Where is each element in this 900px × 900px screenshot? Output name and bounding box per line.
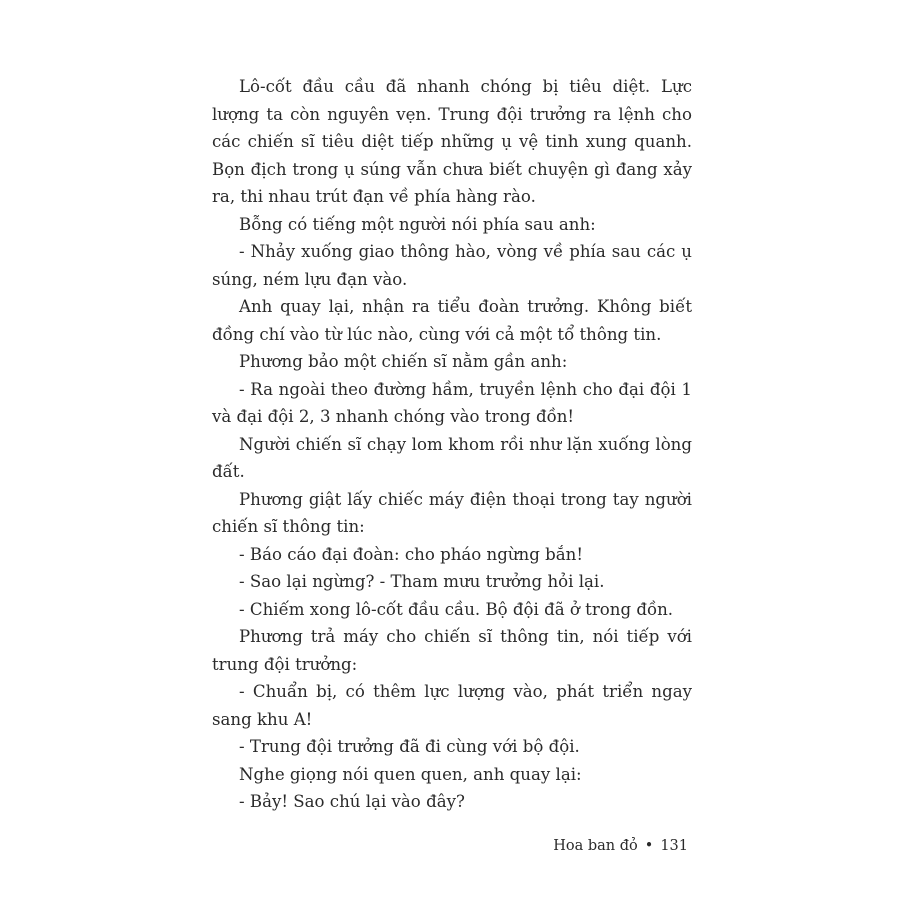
paragraph: - Ra ngoài theo đường hầm, truyền lệnh cho đại đội 1 và đại đội 2, 3 nhanh chóng vào trong đồn! — [212, 379, 692, 426]
paragraph: Người chiến sĩ chạy lom khom rồi như lặn xuống lòng đất. — [212, 434, 692, 481]
paragraph: Phương bảo một chiến sĩ nằm gần anh: — [239, 352, 568, 371]
paragraph: - Báo cáo đại đoàn: cho pháo ngừng bắn! — [239, 544, 584, 564]
paragraph: Phương trả máy cho chiến sĩ thông tin, nói tiếp với trung đội trưởng: — [212, 627, 692, 674]
paragraph: - Chuẩn bị, có thêm lực lượng vào, phát triển ngay sang khu A! — [212, 682, 692, 729]
paragraph: Lô-cốt đầu cầu đã nhanh chóng bị tiêu diệt. Lực lượng ta còn nguyên vẹn. Trung đội trưởng ra lệnh cho các chiến sĩ tiêu diệt tiếp những ụ vệ tinh xung quanh. Bọn địch trong ụ súng vẫn chưa biết chuyện gì đang xảy ra, thi nhau trút đạn về phía hàng rào. — [212, 77, 692, 206]
running-title: Hoa ban đỏ — [553, 838, 638, 854]
paragraph: - Sao lại ngừng? - Tham mưu trưởng hỏi lại. — [239, 572, 605, 591]
paragraph: - Chiếm xong lô-cốt đầu cầu. Bộ đội đã ở trong đồn. — [239, 599, 674, 619]
paragraph: Anh quay lại, nhận ra tiểu đoàn trưởng. Không biết đồng chí vào từ lúc nào, cùng với cả một tổ thông tin. — [212, 297, 692, 344]
paragraph: - Trung đội trưởng đã đi cùng với bộ đội. — [239, 737, 580, 756]
page-number: 131 — [660, 838, 688, 854]
body-text — [212, 73, 692, 816]
paragraph: Phương giật lấy chiếc máy điện thoại trong tay người chiến sĩ thông tin: — [212, 489, 692, 536]
page-footer — [500, 838, 688, 854]
paragraph: Bỗng có tiếng một người nói phía sau anh: — [239, 214, 596, 234]
footer-separator: • — [644, 838, 654, 854]
paragraph: - Nhảy xuống giao thông hào, vòng về phía sau các ụ súng, ném lựu đạn vào. — [212, 242, 692, 289]
paragraph: - Bảy! Sao chú lại vào đây? — [239, 792, 465, 811]
paragraph: Nghe giọng nói quen quen, anh quay lại: — [239, 764, 582, 784]
